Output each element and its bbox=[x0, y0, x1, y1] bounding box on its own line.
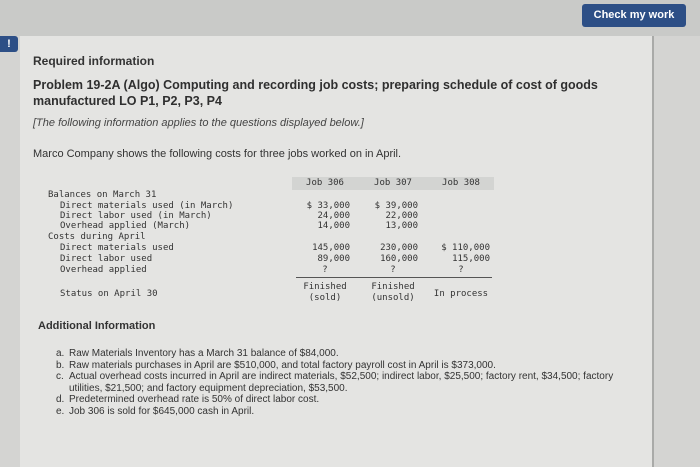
column-header-job-308: Job 308 bbox=[442, 178, 480, 188]
item-text: Raw materials purchases in April are $510,000, and total factory payroll cost in April is $373,000. bbox=[69, 359, 496, 371]
list-item bbox=[56, 406, 626, 418]
cell-value: 115,000 bbox=[452, 254, 490, 264]
cell-value: ? bbox=[390, 265, 396, 275]
instructions-note: [The following information applies to the questions displayed below.] bbox=[33, 117, 364, 129]
item-letter: a. bbox=[56, 348, 65, 359]
required-information-heading: Required information bbox=[33, 54, 155, 68]
status-job-307-line1: Finished bbox=[371, 282, 415, 292]
column-header-job-306: Job 306 bbox=[306, 178, 344, 188]
total-rule bbox=[296, 277, 492, 278]
cell-value: 22,000 bbox=[385, 211, 418, 221]
section-balances-march: Balances on March 31 bbox=[48, 190, 157, 200]
job-cost-table bbox=[44, 174, 496, 309]
list-item bbox=[56, 348, 626, 360]
item-text: Raw Materials Inventory has a March 31 balance of $84,000. bbox=[69, 348, 339, 359]
item-letter: b. bbox=[56, 359, 65, 371]
cell-value: 89,000 bbox=[317, 254, 350, 264]
row-label: Direct materials used bbox=[60, 243, 174, 253]
intro-text: Marco Company shows the following costs for three jobs worked on in April. bbox=[33, 148, 402, 160]
item-letter: d. bbox=[56, 394, 65, 406]
cell-value: ? bbox=[322, 265, 328, 275]
cell-value: 14,000 bbox=[317, 221, 350, 231]
cell-value: $ 39,000 bbox=[374, 201, 418, 211]
row-label: Overhead applied bbox=[60, 265, 147, 275]
row-label: Direct labor used (in March) bbox=[60, 211, 212, 221]
cell-value: ? bbox=[458, 265, 464, 275]
cell-value: $ 110,000 bbox=[441, 243, 490, 253]
status-job-306-line1: Finished bbox=[303, 282, 347, 292]
list-item bbox=[56, 360, 626, 372]
row-label: Direct materials used (in March) bbox=[60, 201, 234, 211]
cell-value: $ 33,000 bbox=[306, 201, 350, 211]
check-my-work-button[interactable]: Check my work bbox=[582, 4, 686, 27]
item-text: Predetermined overhead rate is 50% of direct labor cost. bbox=[69, 394, 320, 406]
additional-information-heading: Additional Information bbox=[38, 320, 156, 332]
row-label: Direct labor used bbox=[60, 254, 153, 264]
status-job-306-line2: (sold) bbox=[308, 293, 342, 303]
status-label: Status on April 30 bbox=[60, 289, 158, 299]
problem-title: Problem 19-2A (Algo) Computing and recording job costs; preparing schedule of cost of goods manufactured LO P1, P2, P3, P4 bbox=[33, 78, 598, 108]
row-label: Overhead applied (March) bbox=[60, 221, 191, 231]
item-text: Actual overhead costs incurred in April are indirect materials, $52,500; indirect labor, $25,500; factory rent, $34,500; factory utilities, $21,500; and factory equipment depreciation, $53,500. bbox=[69, 371, 614, 394]
item-letter: c. bbox=[56, 371, 64, 383]
alert-tab[interactable]: ! bbox=[0, 36, 18, 52]
item-text: Job 306 is sold for $645,000 cash in April. bbox=[69, 405, 255, 417]
cell-value: 24,000 bbox=[317, 211, 350, 221]
cell-value: 230,000 bbox=[380, 243, 418, 253]
item-letter: e. bbox=[56, 405, 65, 417]
additional-information-list bbox=[56, 348, 626, 418]
list-item bbox=[56, 371, 626, 394]
list-item bbox=[56, 394, 626, 406]
status-job-307-line2: (unsold) bbox=[371, 293, 415, 303]
status-job-308: In process bbox=[433, 289, 489, 299]
column-header-job-307: Job 307 bbox=[374, 178, 412, 188]
section-costs-april: Costs during April bbox=[48, 232, 146, 242]
cell-value: 13,000 bbox=[385, 221, 418, 231]
cell-value: 160,000 bbox=[380, 254, 418, 264]
cell-value: 145,000 bbox=[312, 243, 350, 253]
